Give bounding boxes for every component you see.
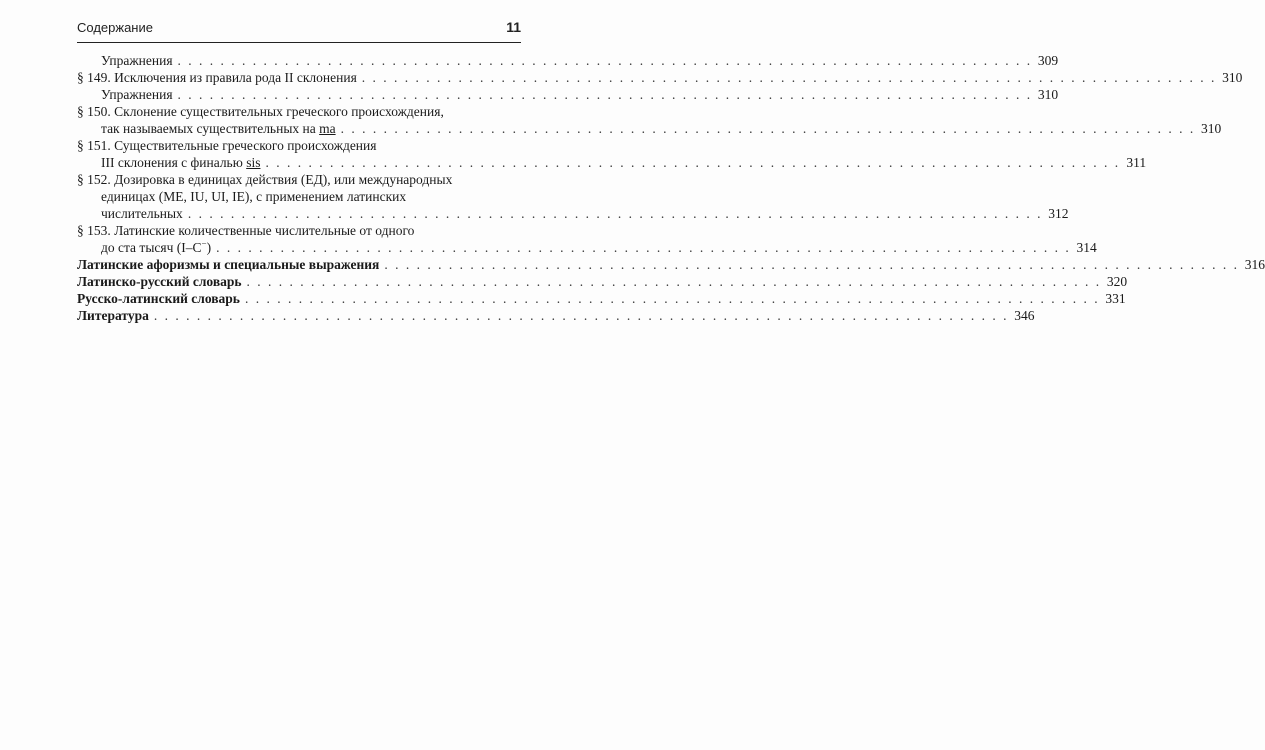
toc-page-number: 312 — [1048, 206, 1069, 221]
toc-leader: . . . . . . . . . . . . . . . . . . . . . . . . . . . . . . . . . . . . . . . . . . . . . . . . . . . . . . . . . . . . . . . . . . . . . . . . . . . . . . . . — [153, 308, 1009, 323]
toc-entry-title: Русско-латинский словарь — [77, 291, 240, 306]
toc-leader: . . . . . . . . . . . . . . . . . . . . . . . . . . . . . . . . . . . . . . . . . . . . . . . . . . . . . . . . . . . . . . . . . . . . . . . . . . . . . . . . — [265, 155, 1121, 170]
running-header — [77, 20, 521, 42]
toc-entry-title: Латинско-русский словарь — [77, 274, 242, 289]
toc-entry — [77, 290, 1126, 307]
toc-page-number: 309 — [1037, 53, 1059, 68]
toc-entry — [77, 307, 1035, 324]
toc-entry-title: Литература — [77, 308, 149, 323]
header-page-number: 11 — [506, 19, 521, 35]
toc-entry-title-line: единицах (МЕ, IU, UI, IE), с применением латинских — [101, 189, 407, 204]
toc-entry — [77, 86, 1059, 103]
toc-entry-title-line: § 150. Склонение существительных греческого происхождения, — [77, 104, 444, 119]
toc-entry-title-line: § 153. Латинские количественные числительные от одного — [77, 223, 415, 238]
toc-leader: . . . . . . . . . . . . . . . . . . . . . . . . . . . . . . . . . . . . . . . . . . . . . . . . . . . . . . . . . . . . . . . . . . . . . . . . . . . . . . . . — [216, 240, 1071, 255]
toc-page-number: 311 — [1126, 155, 1147, 170]
toc-entry-title: Латинские афоризмы и специальные выражения — [77, 257, 380, 272]
toc-entry — [77, 52, 1059, 69]
toc-entry — [77, 103, 1222, 137]
toc-leader: . . . . . . . . . . . . . . . . . . . . . . . . . . . . . . . . . . . . . . . . . . . . . . . . . . . . . . . . . . . . . . . . . . . . . . . . . . . . . . . . — [384, 257, 1239, 272]
header-rule — [77, 42, 521, 43]
toc-entry — [77, 256, 1265, 273]
toc-page-number: 310 — [1037, 87, 1059, 102]
toc-page-number: 314 — [1076, 240, 1097, 255]
toc-leader: . . . . . . . . . . . . . . . . . . . . . . . . . . . . . . . . . . . . . . . . . . . . . . . . . . . . . . . . . . . . . . . . . . . . . . . . . . . . . . . . — [177, 53, 1033, 68]
toc-leader: . . . . . . . . . . . . . . . . . . . . . . . . . . . . . . . . . . . . . . . . . . . . . . . . . . . . . . . . . . . . . . . . . . . . . . . . . . . . . . . . — [340, 121, 1196, 136]
toc-page-number: 316 — [1244, 257, 1265, 272]
header-title: Содержание — [77, 20, 153, 35]
toc-leader: . . . . . . . . . . . . . . . . . . . . . . . . . . . . . . . . . . . . . . . . . . . . . . . . . . . . . . . . . . . . . . . . . . . . . . . . . . . . . . . . — [246, 274, 1102, 289]
toc-entry — [77, 137, 1147, 171]
toc-entry-title: Упражнения — [101, 87, 173, 102]
toc-page-number: 310 — [1222, 70, 1243, 85]
toc-entry-title: так называемых существительных на ma — [101, 121, 336, 136]
table-of-contents — [77, 52, 1265, 324]
toc-page-number: 346 — [1014, 308, 1035, 323]
toc-leader: . . . . . . . . . . . . . . . . . . . . . . . . . . . . . . . . . . . . . . . . . . . . . . . . . . . . . . . . . . . . . . . . . . . . . . . . . . . . . . . . — [177, 87, 1033, 102]
toc-leader: . . . . . . . . . . . . . . . . . . . . . . . . . . . . . . . . . . . . . . . . . . . . . . . . . . . . . . . . . . . . . . . . . . . . . . . . . . . . . . . . — [244, 291, 1100, 306]
toc-page-number: 331 — [1105, 291, 1126, 306]
toc-entry-title: Упражнения — [101, 53, 173, 68]
toc-entry-title: до ста тысяч (I–C−) — [101, 238, 212, 255]
toc-page-number: 320 — [1106, 274, 1128, 289]
toc-entry — [77, 69, 1243, 86]
toc-entry-title: III склонения с финалью sis — [101, 155, 261, 170]
toc-entry — [77, 171, 1069, 222]
toc-entry-title-line: § 151. Существительные греческого происхождения — [77, 138, 377, 153]
toc-page-number: 310 — [1200, 121, 1222, 136]
toc-entry-title: числительных — [101, 206, 183, 221]
toc-entry-title-line: § 152. Дозировка в единицах действия (ЕД), или международных — [77, 172, 453, 187]
toc-entry — [77, 273, 1128, 290]
toc-leader: . . . . . . . . . . . . . . . . . . . . . . . . . . . . . . . . . . . . . . . . . . . . . . . . . . . . . . . . . . . . . . . . . . . . . . . . . . . . . . . . — [361, 70, 1217, 85]
toc-entry-title: § 149. Исключения из правила рода II склонения — [77, 70, 357, 85]
toc-entry — [77, 222, 1097, 256]
toc-leader: . . . . . . . . . . . . . . . . . . . . . . . . . . . . . . . . . . . . . . . . . . . . . . . . . . . . . . . . . . . . . . . . . . . . . . . . . . . . . . . . — [187, 206, 1043, 221]
